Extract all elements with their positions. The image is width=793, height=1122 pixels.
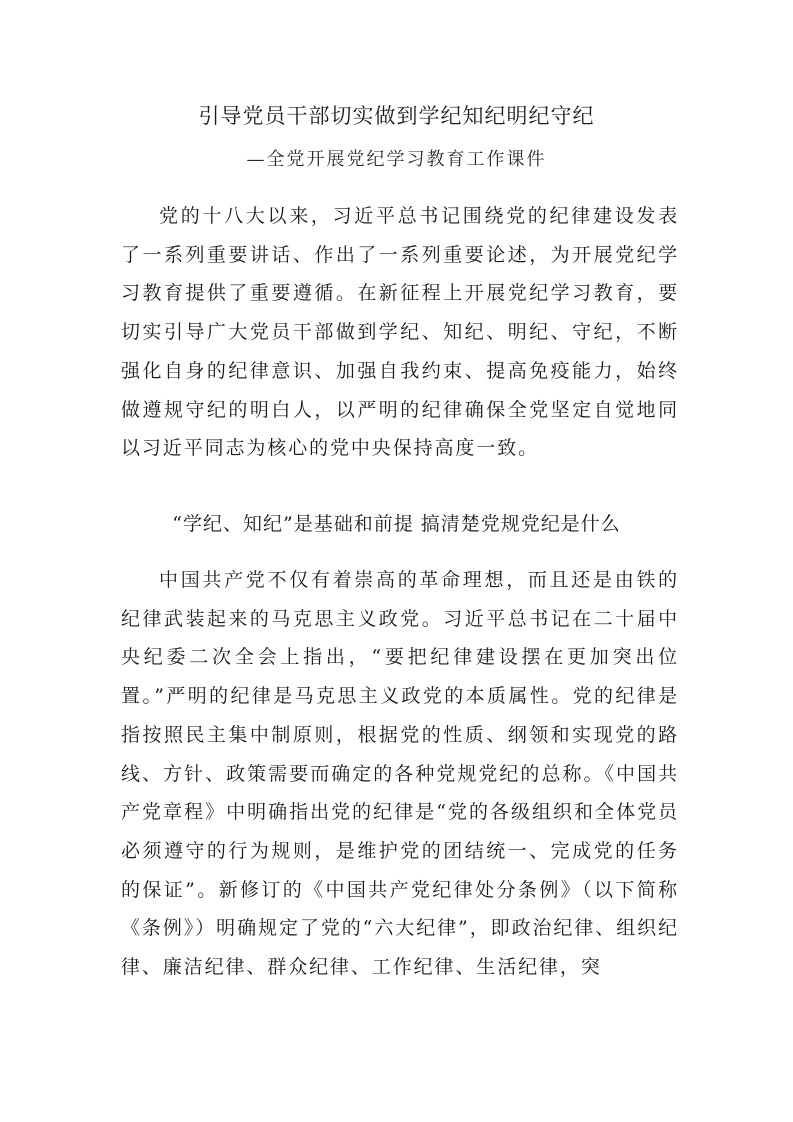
document-subtitle: —全党开展党纪学习教育工作课件 bbox=[246, 149, 547, 170]
intro-paragraph: 党的十八大以来，习近平总书记围绕党的纪律建设发表了一系列重要讲话、作出了一系列重要论述，为开展党纪学习教育提供了重要遵循。在新征程上开展党纪学习教育，要切实引导广大党员干部做到学纪、知纪、明纪、守纪，不断强化自身的纪律意识、加强自我约束、提高免疫能力，始终做遵规守纪的明白人，以严明的纪律确保全党坚定自觉地同以习近平同志为核心的党中央保持高度一致。 bbox=[121, 205, 679, 460]
section-paragraph: 中国共产党不仅有着崇高的革命理想，而且还是由铁的纪律武装起来的马克思主义政党。习近平总书记在二十届中央纪委二次全会上指出，“要把纪律建设摆在更加突出位置。”严明的纪律是马克思主义政党的本质属性。党的纪律是指按照民主集中制原则，根据党的性质、纲领和实现党的路线、方针、政策需要而确定的各种党规党纪的总称。《中国共产党章程》中明确指出党的纪律是“党的各级组织和全体党员必须遵守的行为规则，是维护党的团结统一、完成党的任务的保证”。新修订的《中国共产党纪律处分条例》（以下简称《条例》）明确规定了党的“六大纪律”，即政治纪律、组织纪律、廉洁纪律、群众纪律、工作纪律、生活纪律，突 bbox=[121, 569, 679, 979]
document-title: 引导党员干部切实做到学纪知纪明纪守纪 bbox=[198, 104, 595, 128]
section-heading: “学纪、知纪”是基础和前提 搞清楚党规党纪是什么 bbox=[172, 513, 621, 535]
